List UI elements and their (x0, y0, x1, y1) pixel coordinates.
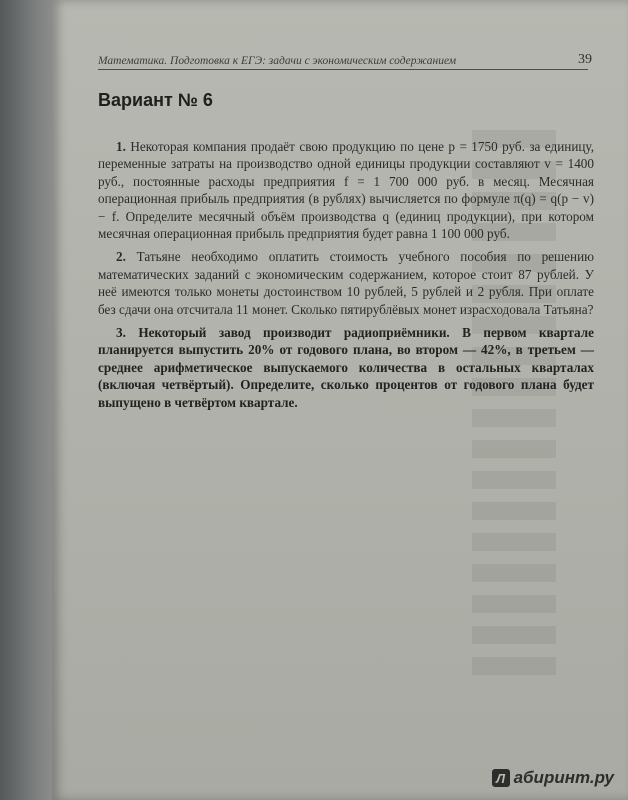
problem-text: Некоторый завод производит радиоприёмники. В первом квартале планируется выпустить 20% от годового плана, во втором — 42%, в третьем — среднее арифметическое выпускаемого количества в остальных кварталах (включая четвёртый). Определите, сколько процентов от годового плана будет выпущено в четвёртом квартале. (98, 325, 594, 410)
problem-number: 3. (116, 325, 126, 341)
problem-number: 2. (116, 249, 126, 265)
watermark-text: абиринт.ру (513, 768, 614, 787)
problem-text: Татьяне необходимо оплатить стоимость учебного пособия по решению математических заданий с экономическим содержанием, которое стоит 87 рублей. У неё имеются только монеты достоинством 10 рублей, 5 рублей и 2 рубля. При оплате без сдачи она отсчитала 11 монет. Сколько пятирублёвых монет израсходовала Татьяна? (98, 249, 594, 317)
problem-text: Некоторая компания продаёт свою продукцию по цене p = 1750 руб. за единицу, переменные затраты на производство одной единицы продукции составляют v = 1400 руб., постоянные расходы предприятия f = 1 700 000 руб. в месяц. Месячная операционная прибыль предприятия (в рублях) вычисляется по формуле π(q) = q(p − v) − f. Определите месячный объём производства q (единиц продукции), при котором месячная операционная прибыль предприятия будет равна 1 100 000 руб. (98, 139, 594, 242)
variant-title: Вариант № 6 (98, 90, 213, 110)
page-number: 39 (578, 52, 592, 67)
problem-2 (98, 248, 594, 318)
watermark (492, 768, 614, 788)
problem-number: 1. (116, 139, 126, 154)
book-page (52, 0, 628, 800)
labirint-logo-icon: Л (492, 769, 510, 787)
book-gutter (0, 0, 52, 800)
problem-1 (98, 138, 594, 242)
problem-list (98, 138, 594, 417)
problem-3 (98, 324, 594, 411)
running-head: Математика. Подготовка к ЕГЭ: задачи с экономическим содержанием (98, 55, 588, 70)
